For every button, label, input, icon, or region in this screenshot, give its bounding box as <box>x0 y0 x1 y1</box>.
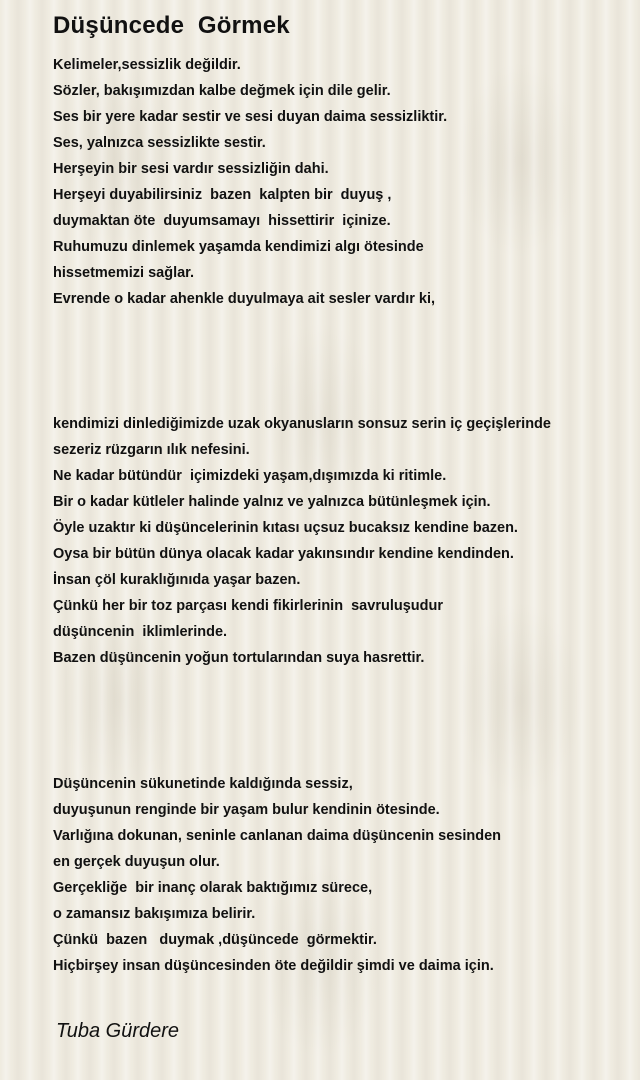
poem-line: Ses bir yere kadar sestir ve sesi duyan daima sessizliktir. <box>53 109 448 125</box>
poem-line: Ses, yalnızca sessizlikte sestir. <box>53 135 266 151</box>
stanza-2 <box>53 411 551 671</box>
poem-line: o zamansız bakışımıza belirir. <box>53 906 256 922</box>
poem-title: Düşüncede Görmek <box>53 12 290 39</box>
poem-line: Herşeyi duyabilirsiniz bazen kalpten bir duyuş , <box>53 187 392 203</box>
poem-line: Bir o kadar kütleler halinde yalnız ve yalnızca bütünleşmek için. <box>53 494 491 510</box>
poem-author: Tuba Gürdere <box>56 1020 180 1042</box>
poem-line: Gerçekliğe bir inanç olarak baktığımız sürece, <box>53 880 373 896</box>
poem-line: duymaktan öte duyumsamayı hissettirir içinize. <box>53 213 391 229</box>
poem-line: sezeriz rüzgarın ılık nefesini. <box>53 442 250 458</box>
poem-line: düşüncenin iklimlerinde. <box>53 624 228 640</box>
poem-line: Kelimeler,sessizlik değildir. <box>53 57 241 73</box>
poem-line: Ruhumuzu dinlemek yaşamda kendimizi algı ötesinde <box>53 239 424 255</box>
poem-line: duyuşunun renginde bir yaşam bulur kendinin ötesinde. <box>53 802 440 818</box>
poem-line: Çünkü bazen duymak ,düşüncede görmektir. <box>53 932 377 948</box>
poem-line: Ne kadar bütündür içimizdeki yaşam,dışımızda ki ritimle. <box>53 468 447 484</box>
poem-line: Sözler, bakışımızdan kalbe değmek için dile gelir. <box>53 83 391 99</box>
poem-line: Öyle uzaktır ki düşüncelerinin kıtası uçsuz bucaksız kendine bazen. <box>53 520 518 536</box>
poem-line: Hiçbirşey insan düşüncesinden öte değildir şimdi ve daima için. <box>53 958 494 974</box>
poem-line: Çünkü her bir toz parçası kendi fikirlerinin savruluşudur <box>53 598 443 614</box>
poem-line: Bazen düşüncenin yoğun tortularından suya hasrettir. <box>53 650 425 666</box>
poem-line: Oysa bir bütün dünya olacak kadar yakınsındır kendine kendinden. <box>53 546 514 562</box>
poem-line: kendimizi dinlediğimizde uzak okyanusların sonsuz serin iç geçişlerinde <box>53 416 551 432</box>
stanza-3 <box>53 771 501 979</box>
poem-line: Evrende o kadar ahenkle duyulmaya ait sesler vardır ki, <box>53 291 436 307</box>
poem-line: Düşüncenin sükunetinde kaldığında sessiz, <box>53 776 353 792</box>
poem-line: hissetmemizi sağlar. <box>53 265 195 281</box>
poem-line: en gerçek duyuşun olur. <box>53 854 220 870</box>
poem-line: Varlığına dokunan, seninle canlanan daima düşüncenin sesinden <box>53 828 502 844</box>
poem-line: İnsan çöl kuraklığınıda yaşar bazen. <box>53 572 301 588</box>
stanza-1 <box>53 52 447 312</box>
poem-line: Herşeyin bir sesi vardır sessizliğin dahi. <box>53 161 329 177</box>
